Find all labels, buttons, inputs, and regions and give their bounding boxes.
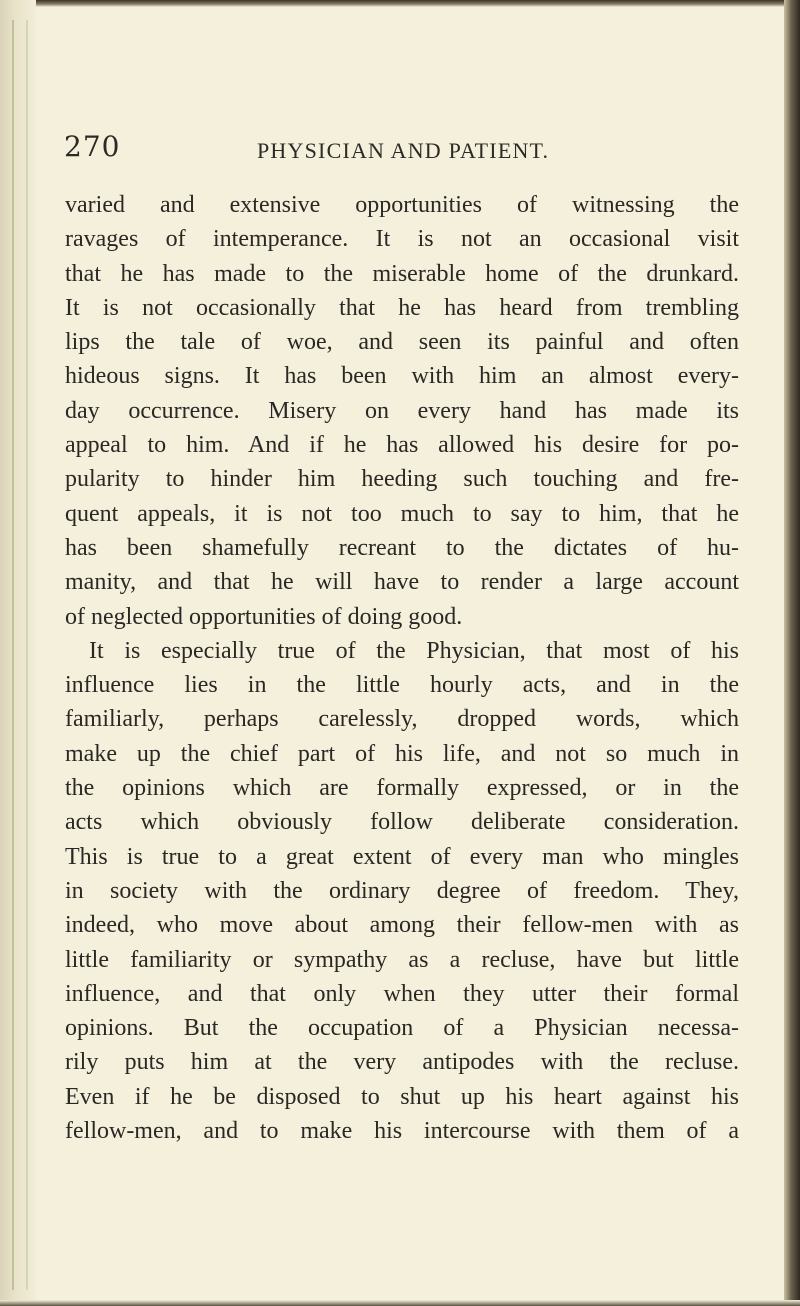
text-line: indeed, who move about among their fellow-men with as [65, 912, 739, 939]
paragraph [65, 188, 739, 634]
body-text [65, 188, 739, 1148]
text-line: This is true to a great extent of every man who mingles [65, 843, 739, 870]
gutter-line [26, 20, 28, 1290]
text-line: It is not occasionally that he has heard from trembling [65, 294, 739, 321]
text-line: rily puts him at the very antipodes with the recluse. [65, 1049, 739, 1076]
text-line: Even if he be disposed to shut up his heart against his [65, 1083, 739, 1110]
text-line: familiarly, perhaps carelessly, dropped words, which [65, 706, 739, 733]
page-number: 270 [64, 130, 121, 163]
text-line: opinions. But the occupation of a Physician necessa- [65, 1015, 739, 1042]
running-head: PHYSICIAN AND PATIENT. [257, 138, 550, 163]
text-line: make up the chief part of his life, and not so much in [65, 740, 739, 767]
text-line: lips the tale of woe, and seen its painful and often [65, 329, 739, 356]
text-line: in society with the ordinary degree of freedom. They, [65, 877, 739, 904]
paragraph [65, 634, 739, 1148]
text-line: that he has made to the miserable home of the drunkard. [65, 260, 739, 287]
text-line: influence, and that only when they utter their formal [65, 980, 739, 1007]
text-line: has been shamefully recreant to the dictates of hu- [65, 534, 739, 561]
text-line: quent appeals, it is not too much to say to him, that he [65, 500, 739, 527]
text-line: little familiarity or sympathy as a recluse, have but little [65, 946, 739, 973]
text-line: It is especially true of the Physician, that most of his [89, 637, 739, 664]
text-line: hideous signs. It has been with him an almost every- [65, 363, 739, 390]
text-line: appeal to him. And if he has allowed his desire for po- [65, 432, 739, 459]
scan-top-edge [0, 0, 800, 7]
text-line: ravages of intemperance. It is not an occasional visit [65, 226, 739, 253]
text-line: acts which obviously follow deliberate consideration. [65, 809, 739, 836]
text-line: the opinions which are formally expressed, or in the [65, 775, 739, 802]
text-line: varied and extensive opportunities of witnessing the [65, 192, 739, 218]
gutter-line [12, 20, 14, 1290]
scan-bottom-edge [0, 1300, 800, 1306]
scan-right-edge [784, 0, 800, 1306]
text-line: manity, and that he will have to render a large account [65, 569, 739, 596]
text-line: influence lies in the little hourly acts, and in the [65, 672, 739, 699]
text-line: of neglected opportunities of doing good. [65, 603, 463, 630]
binding-gutter [0, 0, 36, 1306]
text-line: pularity to hinder him heeding such touching and fre- [65, 466, 739, 493]
text-line: fellow-men, and to make his intercourse with them of a [65, 1118, 739, 1145]
text-line: day occurrence. Misery on every hand has made its [65, 397, 739, 424]
